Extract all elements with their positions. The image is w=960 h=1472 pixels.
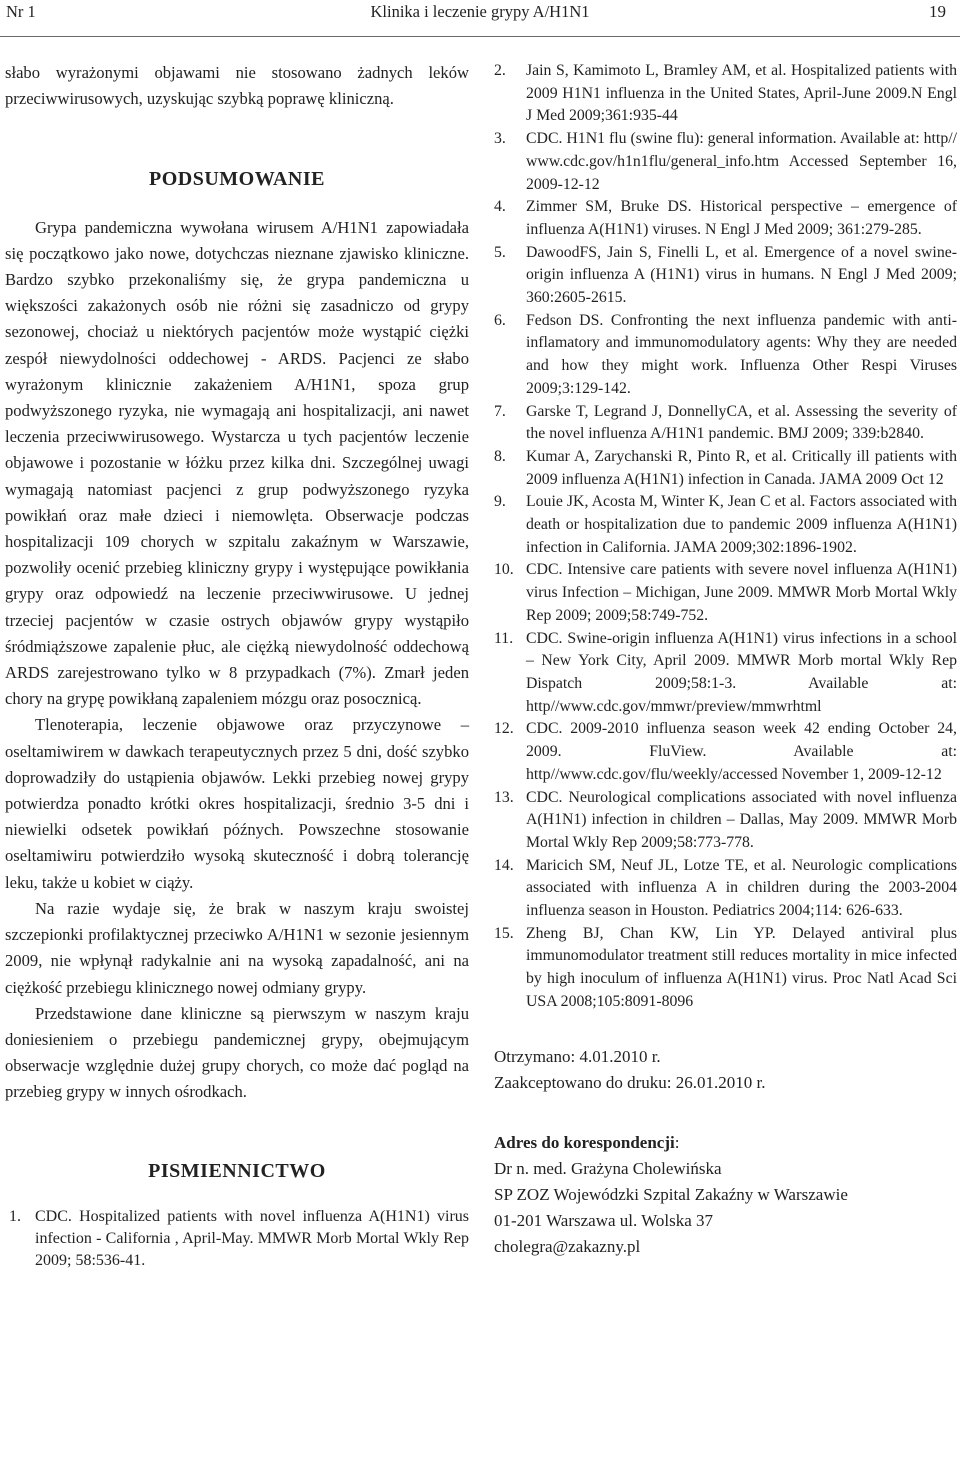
reference-text: DawoodFS, Jain S, Finelli L, et al. Emergence of a novel swine-origin influenza A (H1N1) virus in humans. N Engl J Med 2009; 360:2605-2615. (526, 243, 957, 307)
reference-item (494, 60, 957, 128)
page-header (0, 0, 960, 34)
reference-number: 15. (494, 924, 514, 942)
reference-number: 8. (494, 447, 506, 465)
reference-text: CDC. 2009-2010 influenza season week 42 ending October 24, 2009. FluView. Available at: http//www.cdc.gov/flu/weekly/accessed November 1, 2009-12-12 (526, 720, 957, 783)
summary-paragraph: Na razie wydaje się, że brak w naszym kraju swoistej szczepionki profilaktycznej przeciwko A/H1N1 w sezonie jesiennym 2009, nie wpłynął radykalnie ani na wysoką zapadalność, ani na ciężkość przebiegu klinicznego nowej odmiany grypy. (5, 898, 469, 997)
header-divider (0, 36, 960, 37)
reference-text: Kumar A, Zarychanski R, Pinto R, et al. Critically ill patients with 2009 influenza A(H1N1) infection in Canada. JAMA 2009 Oct 12 (526, 447, 957, 488)
reference-number: 4. (494, 198, 506, 216)
correspondence-block (494, 1130, 957, 1260)
submission-dates (494, 1044, 957, 1096)
reference-item (494, 491, 957, 559)
reference-number: 9. (494, 493, 506, 511)
reference-number: 10. (494, 561, 514, 579)
issue-number: Nr 1 (6, 2, 36, 21)
correspondence-colon: : (674, 1132, 680, 1152)
correspondence-institution: SP ZOZ Wojewódzki Szpital Zakaźny w Warszawie (494, 1184, 848, 1204)
reference-text: Zheng BJ, Chan KW, Lin YP. Delayed antiviral plus immunomodulator treatment still reduces mortality in mice infected by high inoculum of influenza A(H1N1) virus. Proc Natl Acad Sci USA 2008;105:8091-8096 (526, 924, 957, 1010)
reference-number: 2. (494, 62, 506, 79)
reference-text: CDC. Neurological complications associated with novel influenza A(H1N1) infection in children – Dallas, May 2009. MMWR Morb Mortal Wkly Rep 2009;58:773-778. (526, 788, 957, 851)
right-column (494, 60, 957, 1260)
summary-heading: PODSUMOWANIE (148, 168, 325, 191)
reference-text: Fedson DS. Confronting the next influenza pandemic with anti-inflamatory and immunomodulatory agents: Why they are needed and how they might work. Influenza Other Respi Viruses 2009;3:129-142. (526, 311, 957, 397)
reference-item (494, 446, 957, 491)
summary-paragraph: Tlenoterapia, leczenie objawowe oraz przyczynowe – oseltamiwirem w dawkach terapeutycznych przez 5 dni, dość szybko doprowadziły do ustąpienia objawów. Lekki przebieg nowej grypy potwierdza ponadto krótki okres hospitalizacji, średnio 3-5 dni i niewielki odsetek powikłań późnych. Powszechne stosowanie oseltamiwiru potwierdziło wysoką skuteczność i dobrą tolerancję leku, także u kobiet w ciąży. (5, 715, 469, 892)
reference-item (494, 196, 957, 241)
reference-number: 1. (9, 1207, 21, 1225)
reference-item (494, 718, 957, 786)
reference-number: 12. (494, 720, 514, 738)
reference-item (494, 310, 957, 401)
reference-number: 5. (494, 243, 506, 261)
reference-item (5, 1206, 469, 1272)
correspondence-email: cholegra@zakazny.pl (494, 1236, 641, 1256)
reference-list-right (494, 60, 957, 1014)
reference-item (494, 855, 957, 923)
reference-text: Garske T, Legrand J, DonnellyCA, et al. Assessing the severity of the novel influenza A/H1N1 pandemic. BMJ 2009; 339:b2840. (526, 402, 957, 443)
reference-item (494, 242, 957, 310)
summary-paragraph: Grypa pandemiczna wywołana wirusem A/H1N1 zapowiadała się początkowo jako nowe, dotychczas nieznane zjawisko kliniczne. Bardzo szybko przekonaliśmy się, że grypa pandemiczna u większości zakażonych osób nie różni się zasadniczo od grypy sezonowej, chociaż u niektórych pacjentów może wystąpić ciężki zespół niewydolności oddechowej - ARDS. Pacjenci ze słabo wyrażonym klinicznie zakażeniem A/H1N1, spoza grup podwyższonego ryzyka, nie wymagają ani hospitalizacji, ani nawet leczenia przeciwwirusowego. Wystarcza u tych pacjentów leczenie objawowe i pozostanie w łóżku przez kilka dni. Szczególnej uwagi wymagają natomiast pacjenci z grup podwyższonego ryzyka powikłań oraz małe dzieci i niemowlęta. Obserwacje podczas hospitalizacji 109 chorych w szpitalu zakaźnym w Warszawie, pozwoliły ocenić przebieg kliniczny grypy i występujące powikłania grypy oraz odpowiedź na leczenie przeciwwirusowe. U jednej trzeciej pacjentów w czasie ostrych objawów grypy wystąpiło śródmiąższowe zapalenie płuc, ale ciężką niewydolność oddechową ARDS zarejestrowano tylko w 8 przypadkach (7%). Zmarł jeden chory na grypę powikłaną zapaleniem mózgu oraz posocznicą. (5, 217, 469, 709)
correspondence-heading (494, 1130, 957, 1156)
accepted-date: Zaakceptowano do druku: 26.01.2010 r. (494, 1072, 766, 1092)
reference-text: Maricich SM, Neuf JL, Lotze TE, et al. Neurologic complications associated with influenza A in children during the 2003-2004 influenza season in Houston. Pediatrics 2004;114: 626-633. (526, 856, 957, 920)
reference-text: CDC. Hospitalized patients with novel influenza A(H1N1) virus infection - California , April-May. MMWR Morb Mortal Wkly Rep 2009; 58:536-41. (35, 1207, 469, 1269)
reference-text: Zimmer SM, Bruke DS. Historical perspective – emergence of influenza A(H1N1) viruses. N Engl J Med 2009; 361:279-285. (526, 198, 957, 238)
correspondence-name: Dr n. med. Grażyna Cholewińska (494, 1158, 722, 1178)
reference-number: 3. (494, 130, 506, 148)
reference-list-left (5, 1206, 469, 1272)
reference-item (494, 787, 957, 855)
reference-number: 7. (494, 402, 506, 420)
page-number: 19 (929, 2, 946, 21)
intro-paragraph: słabo wyrażonymi objawami nie stosowano żadnych leków przeciwwirusowych, uzyskując szybką poprawę kliniczną. (5, 63, 469, 109)
reference-number: 6. (494, 311, 506, 329)
reference-number: 11. (494, 629, 514, 647)
received-date: Otrzymano: 4.01.2010 r. (494, 1046, 661, 1066)
correspondence-address: 01-201 Warszawa ul. Wolska 37 (494, 1210, 714, 1230)
reference-number: 13. (494, 788, 514, 806)
correspondence-title: Adres do korespondencji (494, 1132, 675, 1152)
reference-item (494, 401, 957, 446)
summary-paragraph: Przedstawione dane kliniczne są pierwszym w naszym kraju doniesieniem o przebiegu pandemicznej grypy, obejmującym obserwacje względnie dużej grupy chorych, co może dać pogląd na przebieg grypy w innych ośrodkach. (5, 1003, 469, 1102)
reference-text: CDC. Swine-origin influenza A(H1N1) virus infections in a school – New York City, April 2009. MMWR Morb mortal Wkly Rep Dispatch 2009;58:1-3. Available at: http//www.cdc.gov/mmwr/preview/mmwrhtml (526, 629, 957, 715)
reference-text: Louie JK, Acosta M, Winter K, Jean C et al. Factors associated with death or hospitalization due to pandemic 2009 influenza A(H1N1) infection in California. JAMA 2009;302:1896-1902. (526, 493, 957, 556)
reference-text: Jain S, Kamimoto L, Bramley AM, et al. Hospitalized patients with 2009 H1N1 influenza in the United States, April-June 2009.N Engl J Med 2009;361:935-44 (526, 62, 957, 125)
reference-item (494, 559, 957, 627)
reference-item (494, 128, 957, 196)
reference-item (494, 923, 957, 1014)
reference-number: 14. (494, 856, 514, 874)
reference-item (494, 628, 957, 719)
references-heading: PISMIENNICTWO (148, 1159, 326, 1182)
running-title: Klinika i leczenie grypy A/H1N1 (370, 2, 590, 21)
left-column (5, 60, 469, 1272)
reference-text: CDC. Intensive care patients with severe novel influenza A(H1N1) virus Infection – Michigan, June 2009. MMWR Morb Mortal Wkly Rep 2009; 2009;58:749-752. (526, 561, 957, 624)
reference-text: CDC. H1N1 flu (swine flu): general information. Available at: http// www.cdc.gov/h1n1flu/general_info.htm Accessed September 16, 2009-12-12 (526, 130, 957, 193)
